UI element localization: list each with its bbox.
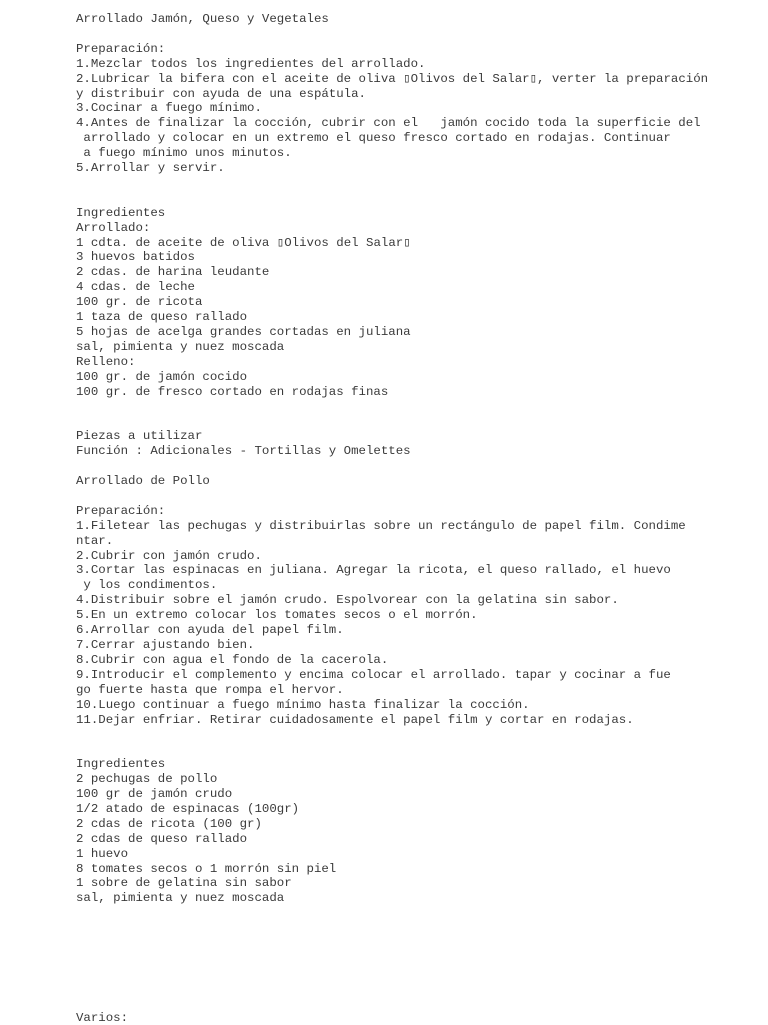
- ingredient-item: 100 gr. de ricota: [76, 295, 203, 310]
- recipe1-step-line: 2.Lubricar la bifera con el aceite de oliva ▯Olivos del Salar▯, verter la preparación: [76, 71, 709, 86]
- recipe1-step-line: arrollado y colocar en un extremo el queso fresco cortado en rodajas. Continuar: [76, 131, 671, 146]
- recipe2-step-line: 9.Introducir el complemento y encima colocar el arrollado. tapar y cocinar a fue: [76, 667, 671, 682]
- recipe2-step-line: 11.Dejar enfriar. Retirar cuidadosamente el papel film y cortar en rodajas.: [76, 712, 634, 727]
- recipe2-step-line: go fuerte hasta que rompa el hervor.: [76, 682, 344, 697]
- ingredient-item: 1 cdta. de aceite de oliva ▯Olivos del Salar▯: [76, 235, 411, 250]
- recipe2-ingredients-header: Ingredientes: [76, 757, 166, 772]
- recipe1-step-line: 3.Cocinar a fuego mínimo.: [76, 101, 262, 116]
- recipe1-step-line: a fuego mínimo unos minutos.: [76, 146, 292, 161]
- recipe2-step-line: ntar.: [76, 533, 114, 548]
- recipe1-relleno-header: Relleno:: [76, 354, 136, 369]
- ingredient-item: 3 huevos batidos: [76, 250, 195, 265]
- ingredient-item: 2 cdas. de harina leudante: [76, 265, 270, 280]
- ingredient-item: 4 cdas. de leche: [76, 280, 195, 295]
- ingredient-item: 1 huevo: [76, 846, 129, 861]
- ingredient-item: 100 gr. de jamón cocido: [76, 369, 248, 384]
- recipe2-step-line: 8.Cubrir con agua el fondo de la cacerola.: [76, 652, 389, 667]
- recipe2-prep-header: Preparación:: [76, 503, 166, 518]
- recipe2-step-line: 6.Arrollar con ayuda del papel film.: [76, 623, 344, 638]
- recipe2-step-line: 10.Luego continuar a fuego mínimo hasta finalizar la cocción.: [76, 697, 530, 712]
- recipe1-relleno-list: [76, 370, 756, 400]
- varios-header: Varios:: [76, 1010, 129, 1025]
- recipe1-title: Arrollado Jamón, Queso y Vegetales: [76, 12, 329, 26]
- recipe1-ingredients-header: Ingredientes: [76, 205, 166, 220]
- recipe2-step-line: 5.En un extremo colocar los tomates secos o el morrón.: [76, 608, 478, 623]
- ingredient-item: 5 hojas de acelga grandes cortadas en juliana: [76, 325, 411, 339]
- ingredient-item: 8 tomates secos o 1 morrón sin piel: [76, 861, 337, 876]
- recipe1-step-line: y distribuir con ayuda de una espátula.: [76, 86, 366, 101]
- recipe1-arrollado-header: Arrollado:: [76, 220, 151, 235]
- funcion-line: Función : Adicionales - Tortillas y Omelettes: [76, 444, 411, 459]
- recipe2-ingredients-list: [76, 772, 756, 906]
- ingredient-item: 1 taza de queso rallado: [76, 310, 248, 325]
- ingredient-item: 100 gr de jamón crudo: [76, 787, 233, 802]
- ingredient-item: 2 cdas de ricota (100 gr): [76, 816, 262, 831]
- ingredient-item: 2 cdas de queso rallado: [76, 831, 248, 846]
- recipe2-step-line: y los condimentos.: [76, 578, 218, 593]
- recipe2-title: Arrollado de Pollo: [76, 474, 210, 489]
- ingredient-item: 1/2 atado de espinacas (100gr): [76, 801, 300, 816]
- ingredient-item: 1 sobre de gelatina sin sabor: [76, 876, 292, 891]
- recipe2-step-line: 7.Cerrar ajustando bien.: [76, 637, 255, 652]
- recipe2-step-line: 1.Filetear las pechugas y distribuirlas sobre un rectángulo de papel film. Condime: [76, 518, 686, 533]
- recipe1-prep-header: Preparación:: [76, 41, 166, 56]
- recipe2-step-line: 3.Cortar las espinacas en juliana. Agregar la ricota, el queso rallado, el huevo: [76, 563, 671, 578]
- ingredient-item: 100 gr. de fresco cortado en rodajas finas: [76, 384, 389, 399]
- recipe1-step-line: 4.Antes de finalizar la cocción, cubrir con el jamón cocido toda la superficie del: [76, 116, 701, 131]
- recipe1-step-line: 1.Mezclar todos los ingredientes del arrollado.: [76, 56, 426, 71]
- recipe1-step-line: 5.Arrollar y servir.: [76, 161, 225, 176]
- piezas-header: Piezas a utilizar: [76, 429, 203, 444]
- recipe2-step-line: 2.Cubrir con jamón crudo.: [76, 548, 262, 563]
- ingredient-item: 2 pechugas de pollo: [76, 772, 218, 787]
- ingredient-item: sal, pimienta y nuez moscada: [76, 339, 285, 354]
- recipe-document: [76, 12, 756, 1025]
- ingredient-item: sal, pimienta y nuez moscada: [76, 891, 285, 906]
- recipe1-steps: [76, 57, 756, 176]
- recipe2-step-line: 4.Distribuir sobre el jamón crudo. Espolvorear con la gelatina sin sabor.: [76, 593, 619, 608]
- recipe1-arrollado-list: [76, 236, 756, 355]
- recipe2-steps: [76, 519, 756, 728]
